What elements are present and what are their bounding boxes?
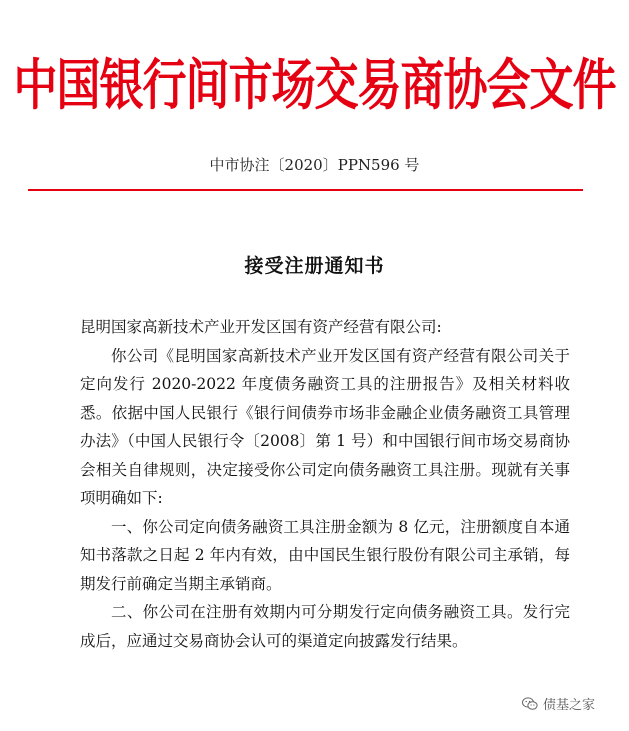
paragraph-item-two: 二、你公司在注册有效期内可分期发行定向债务融资工具。发行完成后，应通过交易商协会认可的渠道定向披露发行结果。 xyxy=(80,603,570,650)
paragraph-item-one: 一、你公司定向债务融资工具注册金额为 8 亿元，注册额度自本通知书落款之日起 2 年内有效，由中国民生银行股份有限公司主承销，每期发行前确定当期主承销商。 xyxy=(80,517,570,593)
wechat-icon xyxy=(522,697,538,711)
notice-title: 接受注册通知书 xyxy=(244,255,385,277)
source-watermark xyxy=(522,694,595,713)
issuer-header-title: 中国银行间市场交易商协会文件 xyxy=(13,53,616,118)
watermark-label: 债基之家 xyxy=(543,698,596,713)
paragraph-intro: 你公司《昆明国家高新技术产业开发区国有资产经营有限公司关于定向发行 2020-2022 年度债务融资工具的注册报告》及相关材料收悉。依据中国人民银行《银行间债券市场非金融企业债务融资工具管理办法》（中国人民银行令〔2008〕第 1 号）和中国银行间市场交易商协会相关自律规则，决定接受你公司定向债务融资工具注册。现就有关事项明确如下: xyxy=(80,346,570,507)
salutation: 昆明国家高新技术产业开发区国有资产经营有限公司: xyxy=(80,318,442,336)
notice-body xyxy=(80,313,570,655)
document-number: 中市协注〔2020〕PPN596 号 xyxy=(209,156,420,174)
red-divider xyxy=(28,189,583,191)
